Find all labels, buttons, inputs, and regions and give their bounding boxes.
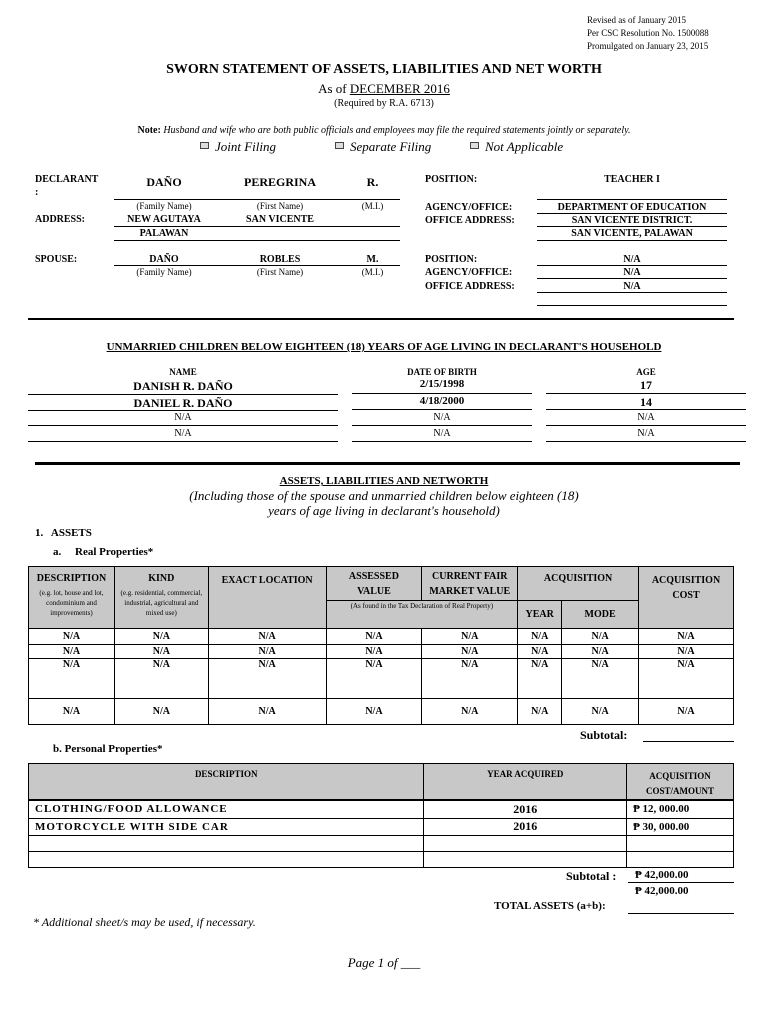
cell: N/A — [518, 659, 562, 699]
assets-title: ASSETS, LIABILITIES AND NETWORTH — [279, 475, 489, 487]
children-header-age: AGE — [636, 367, 656, 377]
cell — [29, 835, 424, 851]
address-line2: PALAWAN — [139, 228, 189, 239]
header-fair-value: CURRENT FAIR MARKET VALUE — [422, 567, 518, 601]
header-kind: KIND (e.g. residential, commercial, industrial, agricultural and mixed use) — [114, 567, 208, 629]
cell: N/A — [29, 629, 115, 645]
spouse-agency-label: AGENCY/OFFICE: — [425, 267, 513, 278]
office-address2: SAN VICENTE, PALAWAN — [571, 228, 693, 239]
family-caption: (Family Name) — [136, 201, 192, 211]
assets-label: 1. ASSETS — [35, 527, 92, 539]
declarant-colon: : — [35, 187, 39, 198]
revision-line: Per CSC Resolution No. 1500088 — [587, 28, 709, 38]
cell: N/A — [422, 659, 518, 699]
header-value-note: (As found in the Tax Declaration of Real Property) — [326, 601, 518, 629]
cell: ₱ 30, 000.00 — [627, 818, 734, 835]
filing-separate-label: Separate Filing — [350, 139, 432, 154]
header-cost: ACQUISITION COST — [639, 567, 734, 629]
children-title: UNMARRIED CHILDREN BELOW EIGHTEEN (18) YEARS OF AGE LIVING IN DECLARANT'S HOUSEHOLD — [106, 341, 662, 353]
personal-subtotal-label: Subtotal : — [566, 869, 617, 883]
filing-joint[interactable] — [200, 139, 276, 155]
cell: N/A — [208, 645, 326, 659]
cell: N/A — [518, 629, 562, 645]
total-assets-field[interactable] — [628, 913, 734, 914]
cell: N/A — [562, 629, 639, 645]
cell: N/A — [422, 629, 518, 645]
personal-header-description: DESCRIPTION — [29, 764, 424, 801]
table-row — [29, 629, 734, 645]
real-subtotal-label: Subtotal: — [580, 728, 628, 742]
address-line1a: NEW AGUTAYA — [127, 214, 201, 225]
cell: N/A — [208, 659, 326, 699]
revision-line: Promulgated on January 23, 2015 — [587, 41, 709, 51]
header-location: EXACT LOCATION — [208, 567, 326, 629]
child-name: N/A — [174, 412, 192, 423]
cell: 2016 — [424, 800, 627, 818]
header-assessed: ASSESSED VALUE — [326, 567, 422, 601]
cell: N/A — [639, 629, 734, 645]
filing-not-applicable[interactable] — [470, 139, 563, 155]
position-label: POSITION: — [425, 174, 478, 185]
child-age: 14 — [640, 395, 652, 409]
cell — [424, 835, 627, 851]
cell: N/A — [114, 629, 208, 645]
declarant-mi: R. — [366, 175, 379, 189]
cell: N/A — [562, 645, 639, 659]
real-properties-table — [28, 566, 734, 725]
table-row — [29, 659, 734, 699]
spouse-office-address-label: OFFICE ADDRESS: — [425, 281, 515, 292]
cell: N/A — [326, 659, 422, 699]
cell: ₱ 12, 000.00 — [627, 800, 734, 818]
footnote: * Additional sheet/s may be used, if necessary. — [33, 915, 256, 929]
cell: N/A — [639, 645, 734, 659]
spouse-position-value: N/A — [623, 254, 641, 265]
personal-properties-table — [28, 763, 734, 868]
table-row — [29, 645, 734, 659]
child-dob: N/A — [433, 412, 451, 423]
as-of-line — [0, 81, 768, 97]
declarant-first-name: PEREGRINA — [243, 175, 316, 189]
cell: MOTORCYCLE WITH SIDE CAR — [29, 818, 424, 835]
address-label: ADDRESS: — [35, 214, 86, 225]
total-assets-label: TOTAL ASSETS (a+b): — [494, 900, 606, 912]
real-properties-label: a. Real Properties* — [53, 546, 154, 558]
assets-subtitle: (Including those of the spouse and unmarried children below eighteen (18) — [189, 488, 579, 503]
cell: N/A — [114, 699, 208, 725]
real-subtotal-field[interactable] — [643, 741, 734, 742]
office-address-label: OFFICE ADDRESS: — [425, 215, 515, 226]
personal-properties-label: b. Personal Properties* — [53, 743, 163, 755]
cell: N/A — [639, 699, 734, 725]
personal-header-cost: ACQUISITION COST/AMOUNT — [627, 764, 734, 801]
header-year: YEAR — [518, 601, 562, 629]
checkbox-icon — [200, 142, 209, 149]
cell: N/A — [562, 659, 639, 699]
child-dob: 2/15/1998 — [419, 378, 465, 390]
first-caption: (First Name) — [256, 201, 304, 211]
table-row — [29, 800, 734, 818]
header-acquisition: ACQUISITION — [518, 567, 639, 601]
agency-label: AGENCY/OFFICE: — [425, 202, 513, 213]
cell — [627, 851, 734, 867]
address-line1b: SAN VICENTE — [246, 214, 314, 225]
spouse-position-label: POSITION: — [425, 254, 478, 265]
mi-caption: (M.I.) — [361, 201, 384, 211]
agency-value: DEPARTMENT OF EDUCATION — [557, 202, 707, 213]
spouse-family-name: DAÑO — [149, 254, 179, 265]
as-of-prefix: As of — [318, 81, 347, 96]
children-header-dob: DATE OF BIRTH — [407, 367, 477, 377]
child-age: 17 — [640, 378, 652, 392]
revision-line: Revised as of January 2015 — [587, 15, 686, 25]
as-of-date: DECEMBER 2016 — [349, 81, 450, 96]
spouse-agency-value: N/A — [623, 267, 641, 278]
header-mode: MODE — [562, 601, 639, 629]
declarant-label: DECLARANT — [35, 174, 99, 185]
child-name: DANIEL R. DAÑO — [133, 396, 233, 410]
filing-separate[interactable] — [335, 139, 431, 155]
position-value: TEACHER I — [604, 174, 660, 185]
note-line — [0, 125, 768, 136]
page-title: SWORN STATEMENT OF ASSETS, LIABILITIES AND NET WORTH — [166, 62, 602, 77]
spouse-mi: M. — [366, 254, 379, 265]
cell: CLOTHING/FOOD ALLOWANCE — [29, 800, 424, 818]
cell: N/A — [562, 699, 639, 725]
child-dob: 4/18/2000 — [419, 395, 465, 407]
assets-subtitle: years of age living in declarant's household) — [268, 503, 500, 518]
child-age: N/A — [637, 412, 655, 423]
child-dob: N/A — [433, 428, 451, 439]
child-name: N/A — [174, 428, 192, 439]
cell — [29, 851, 424, 867]
cell — [627, 835, 734, 851]
checkbox-icon — [470, 142, 479, 149]
note-label: Note: — [137, 125, 161, 136]
personal-subtotal-value: ₱ 42,000.00 — [635, 869, 689, 881]
cell: N/A — [326, 645, 422, 659]
cell: N/A — [114, 645, 208, 659]
cell: N/A — [326, 699, 422, 725]
section-divider — [28, 318, 734, 320]
cell: N/A — [29, 659, 115, 699]
spouse-family-caption: (Family Name) — [136, 267, 192, 277]
cell: N/A — [518, 699, 562, 725]
checkbox-icon — [335, 142, 344, 149]
spouse-mi-caption: (M.I.) — [361, 267, 384, 277]
required-law: (Required by R.A. 6713) — [334, 98, 434, 109]
spouse-label: SPOUSE: — [35, 254, 78, 265]
cell: N/A — [208, 629, 326, 645]
table-row — [29, 818, 734, 835]
page-number: Page 1 of ___ — [347, 955, 421, 970]
revision-block — [587, 14, 709, 53]
spouse-first-caption: (First Name) — [256, 267, 304, 277]
cell: N/A — [208, 699, 326, 725]
cell: 2016 — [424, 818, 627, 835]
cell: N/A — [422, 699, 518, 725]
cell: N/A — [29, 645, 115, 659]
child-name: DANISH R. DAÑO — [133, 379, 233, 393]
cell — [424, 851, 627, 867]
table-row — [29, 851, 734, 867]
total-assets-value: ₱ 42,000.00 — [635, 885, 689, 897]
cell: N/A — [29, 699, 115, 725]
declarant-family-name: DAÑO — [146, 175, 182, 189]
child-age: N/A — [637, 428, 655, 439]
section-divider — [35, 462, 740, 465]
children-header-name: NAME — [169, 367, 197, 377]
cell: N/A — [518, 645, 562, 659]
cell: N/A — [639, 659, 734, 699]
filing-joint-label: Joint Filing — [215, 139, 277, 154]
cell: N/A — [326, 629, 422, 645]
cell: N/A — [114, 659, 208, 699]
filing-na-label: Not Applicable — [485, 139, 564, 154]
table-row — [29, 699, 734, 725]
table-row — [29, 835, 734, 851]
office-address1: SAN VICENTE DISTRICT. — [571, 215, 693, 226]
personal-header-year: YEAR ACQUIRED — [424, 764, 627, 801]
note-text: Husband and wife who are both public officials and employees may file the required statements jointly or separately. — [163, 125, 631, 136]
header-description: DESCRIPTION (e.g. lot, house and lot, condominium and improvements) — [29, 567, 115, 629]
cell: N/A — [422, 645, 518, 659]
spouse-first-name: ROBLES — [259, 254, 301, 265]
spouse-office-address-value: N/A — [623, 281, 641, 292]
